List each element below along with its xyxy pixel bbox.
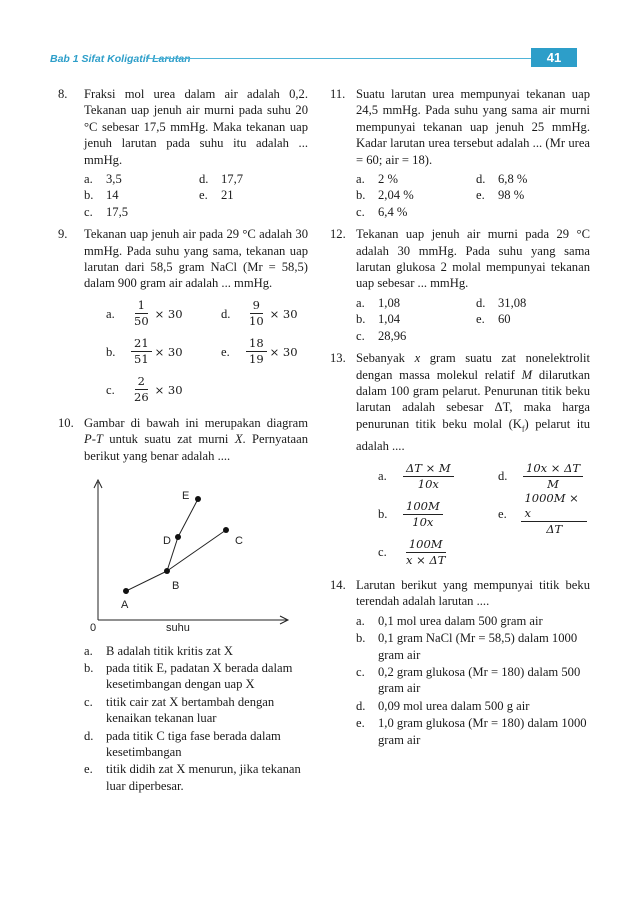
denominator: 26 — [134, 390, 149, 405]
option-value: titik didih zat X menurun, jika tekanan luar diperbesar. — [106, 762, 301, 793]
text-part: ) pelarut itu adalah .... — [356, 416, 590, 453]
option-value: 0,1 gram NaCl (Mr = 58,5) dalam 1000 gram air — [378, 631, 578, 662]
option-letter: d. — [476, 295, 486, 310]
option-letter: a. — [106, 306, 115, 321]
fraction — [521, 491, 587, 537]
denominator: 51 — [134, 352, 149, 367]
question-text — [356, 350, 590, 454]
point-e — [195, 496, 201, 502]
option-letter: b. — [378, 506, 388, 521]
numerator: 1 — [135, 298, 148, 314]
option-value: 21 — [221, 188, 234, 203]
option-c[interactable] — [84, 204, 193, 220]
option-a[interactable] — [84, 643, 308, 659]
option-b[interactable] — [356, 311, 470, 327]
fraction — [246, 336, 267, 367]
text-part: untuk suatu zat murni — [102, 432, 235, 447]
x-axis-label: suhu — [166, 622, 190, 633]
option-letter: a. — [356, 295, 365, 310]
option-value: 98 % — [498, 188, 525, 203]
option-e[interactable] — [84, 761, 308, 794]
option-letter: c. — [356, 665, 365, 680]
question-text: Larutan berikut yang mempunyai titik beku terendah adalah larutan .... — [356, 578, 590, 609]
option-letter: b. — [106, 344, 116, 359]
label-a: A — [121, 599, 129, 612]
option-e[interactable] — [476, 187, 590, 203]
label-c: C — [235, 535, 243, 548]
option-value: 1,08 — [378, 295, 401, 310]
point-d — [175, 534, 181, 540]
option-letter: e. — [476, 312, 485, 327]
option-b[interactable] — [356, 495, 470, 533]
label-e: E — [182, 490, 190, 503]
option-letter: a. — [378, 468, 387, 483]
question-11 — [330, 86, 590, 220]
denominator: ΔT — [546, 522, 563, 537]
question-14 — [330, 577, 590, 748]
option-value: 6,4 % — [378, 204, 408, 219]
question-number: 8. — [58, 87, 68, 101]
option-value: 17,5 — [106, 204, 129, 219]
option-value: 0,1 mol urea dalam 500 gram air — [378, 613, 543, 628]
chapter-title: Bab 1 Sifat Koligatif Larutan — [50, 53, 191, 65]
option-b[interactable] — [356, 187, 470, 203]
option-letter: b. — [356, 312, 366, 327]
option-c[interactable] — [84, 694, 308, 727]
option-letter: c. — [356, 204, 365, 219]
option-d[interactable] — [476, 171, 590, 187]
option-letter: e. — [356, 716, 365, 731]
right-column — [330, 86, 590, 754]
text-italic: M — [521, 367, 533, 382]
point-a — [123, 588, 129, 594]
option-e[interactable] — [199, 187, 308, 203]
options — [356, 171, 590, 220]
question-number: 11. — [330, 87, 346, 101]
option-letter: a. — [84, 643, 93, 658]
options — [84, 295, 308, 409]
question-number: 9. — [58, 227, 68, 242]
denominator: 50 — [134, 314, 149, 329]
question-13 — [330, 350, 590, 571]
options — [84, 171, 308, 220]
option-letter: c. — [106, 382, 115, 397]
option-a[interactable] — [84, 295, 193, 333]
denominator: 10x — [412, 514, 434, 529]
fraction — [403, 537, 448, 568]
question-9 — [58, 226, 308, 409]
option-a[interactable] — [84, 171, 193, 187]
option-c[interactable] — [356, 328, 470, 344]
text-italic: P-T — [84, 432, 103, 447]
label-b: B — [172, 580, 180, 593]
option-letter: a. — [84, 172, 93, 187]
denominator: M — [547, 476, 559, 491]
question-number: 12. — [330, 227, 346, 242]
option-value: 28,96 — [378, 328, 407, 343]
multiplier: × 30 — [269, 344, 298, 359]
point-c — [223, 527, 229, 533]
left-column — [58, 86, 308, 800]
option-value: B adalah titik kritis zat X — [106, 643, 233, 658]
option-value: 1,04 — [378, 312, 401, 327]
numerator: ΔT × M — [403, 461, 454, 477]
numerator: 100M — [406, 537, 446, 553]
option-b[interactable] — [84, 333, 193, 371]
question-text: Tekanan uap jenuh air murni pada 29 °C adalah 30 mmHg. Pada suhu yang sama larutan glukosa 2 molal mempunyai tekanan uap sebesar ... mmHg. — [356, 227, 590, 291]
page-header — [42, 51, 577, 66]
option-value: pada titik C tiga fase berada dalam kesetimbangan — [106, 728, 281, 759]
denominator: 10x — [417, 476, 439, 491]
question-text: Fraksi mol urea dalam air adalah 0,2. Tekanan uap jenuh air murni pada suhu 20 °C sebesar 17,5 mmHg. Maka tekanan uap jenuh larutan pada suhu itu adalah ... mmHg. — [84, 87, 308, 167]
numerator: 18 — [246, 336, 267, 352]
option-value: 14 — [106, 188, 119, 203]
option-value: 0,2 gram glukosa (Mr = 180) dalam 500 gram air — [378, 665, 581, 696]
option-d[interactable] — [84, 728, 308, 761]
option-letter: d. — [498, 468, 508, 483]
option-b[interactable] — [84, 660, 308, 693]
option-letter: b. — [84, 188, 94, 203]
option-e[interactable] — [476, 491, 590, 537]
point-b — [164, 568, 170, 574]
text-part: Gambar di bawah ini merupakan diagram — [84, 415, 308, 430]
option-b[interactable] — [356, 630, 590, 663]
option-letter: b. — [356, 188, 366, 203]
curve-ab — [126, 571, 167, 591]
fraction — [131, 374, 152, 405]
options — [356, 295, 590, 344]
numerator: 10x × ΔT — [523, 461, 583, 477]
option-e[interactable] — [356, 715, 590, 748]
numerator: 100M — [403, 499, 443, 515]
option-a[interactable] — [356, 171, 470, 187]
fraction — [131, 336, 152, 367]
option-letter: a. — [356, 613, 365, 628]
option-letter: e. — [199, 188, 208, 203]
options — [356, 613, 590, 748]
denominator: 10 — [249, 314, 264, 329]
text-italic: X — [234, 432, 243, 447]
option-value: 1,0 gram glukosa (Mr = 180) dalam 1000 gram air — [378, 716, 587, 747]
option-value: 31,08 — [498, 295, 527, 310]
option-value: 2 % — [378, 172, 398, 187]
subscript: f — [521, 424, 525, 434]
curve-de — [178, 499, 198, 537]
option-letter: c. — [378, 544, 387, 559]
numerator: 1000M × x — [521, 491, 587, 522]
question-text: Tekanan uap jenuh air pada 29 °C adalah 30 mmHg. Pada suhu yang sama, tekanan uap larutan dari 58,5 gram NaCl (Mr = 58,5) dalam 900 gram air adalah ... mmHg. — [84, 227, 308, 291]
option-letter: d. — [221, 306, 231, 321]
text-part: dilarutkan dalam 100 gram pelarut. Penurunan titik beku larutan adalah sebesar ΔT, maka harga penurunan titik beku molal (K — [356, 367, 590, 431]
option-letter: d. — [84, 728, 94, 743]
option-b[interactable] — [84, 187, 193, 203]
origin-label: 0 — [90, 622, 97, 633]
numerator: 21 — [131, 336, 152, 352]
option-letter: c. — [356, 328, 365, 343]
option-letter: e. — [476, 188, 485, 203]
fraction — [523, 461, 583, 492]
option-c[interactable] — [84, 371, 193, 409]
fraction — [403, 499, 443, 530]
numerator: 9 — [250, 298, 263, 314]
option-letter: e. — [498, 506, 507, 521]
option-letter: d. — [476, 172, 486, 187]
fraction — [403, 461, 454, 492]
page-number: 41 — [531, 48, 577, 67]
denominator: x × ΔT — [406, 552, 446, 567]
option-d[interactable] — [476, 457, 590, 495]
question-text — [84, 415, 308, 464]
option-a[interactable] — [356, 457, 470, 495]
option-letter: d. — [356, 698, 366, 713]
option-e[interactable] — [476, 311, 590, 327]
multiplier: × 30 — [154, 306, 183, 321]
label-d: D — [163, 535, 171, 548]
option-d[interactable] — [356, 698, 590, 714]
question-text: Suatu larutan urea mempunyai tekanan uap 24,5 mmHg. Pada suhu yang sama air murni mempunyai tekanan uap jenuh 25 mmHg. Kadar larutan urea tersebut adalah ... (Mr urea = 60; air = 18). — [356, 87, 590, 167]
option-c[interactable] — [356, 664, 590, 697]
question-number: 14. — [330, 578, 346, 593]
option-a[interactable] — [356, 295, 470, 311]
header-rule — [146, 58, 566, 59]
option-e[interactable] — [199, 333, 308, 371]
text-part: gram suatu zat nonelektrolit dengan massa molekul relatif — [356, 351, 591, 382]
option-value: 2,04 % — [378, 188, 414, 203]
option-a[interactable] — [356, 613, 590, 629]
pt-diagram-svg — [84, 472, 294, 632]
option-value: pada titik E, padatan X berada dalam kesetimbangan dengan uap X — [106, 660, 293, 692]
pt-diagram — [84, 472, 308, 636]
numerator: 2 — [135, 374, 148, 390]
option-value: 3,5 — [106, 172, 122, 187]
fraction — [246, 298, 267, 329]
option-value: 60 — [498, 312, 511, 327]
multiplier: × 30 — [154, 344, 183, 359]
option-value: 6,8 % — [498, 172, 528, 187]
option-c[interactable] — [356, 533, 470, 571]
options — [356, 457, 590, 571]
question-number: 10. — [58, 415, 74, 430]
option-letter: b. — [84, 660, 94, 675]
option-value: 17,7 — [221, 172, 244, 187]
option-d[interactable] — [199, 171, 308, 187]
multiplier: × 30 — [269, 306, 298, 321]
option-value: 0,09 mol urea dalam 500 g air — [378, 698, 530, 713]
question-12 — [330, 226, 590, 344]
fraction — [131, 298, 152, 329]
option-d[interactable] — [476, 295, 590, 311]
text-part: Sebanyak — [356, 351, 415, 366]
question-number: 13. — [330, 351, 346, 366]
option-letter: c. — [84, 694, 93, 709]
question-10 — [58, 415, 308, 794]
options — [84, 643, 308, 795]
option-letter: e. — [221, 344, 230, 359]
option-d[interactable] — [199, 295, 308, 333]
option-letter: d. — [199, 172, 209, 187]
option-letter: c. — [84, 204, 93, 219]
question-8 — [58, 86, 308, 220]
option-value: titik cair zat X bertambah dengan kenaikan tekanan luar — [106, 694, 275, 726]
text-part: . Pernyataan berikut yang benar adalah .... — [84, 432, 308, 463]
multiplier: × 30 — [154, 382, 183, 397]
option-letter: a. — [356, 172, 365, 187]
option-c[interactable] — [356, 204, 470, 220]
option-letter: b. — [356, 631, 366, 646]
denominator: 19 — [249, 352, 264, 367]
option-letter: e. — [84, 762, 93, 777]
text-italic: x — [414, 351, 421, 366]
